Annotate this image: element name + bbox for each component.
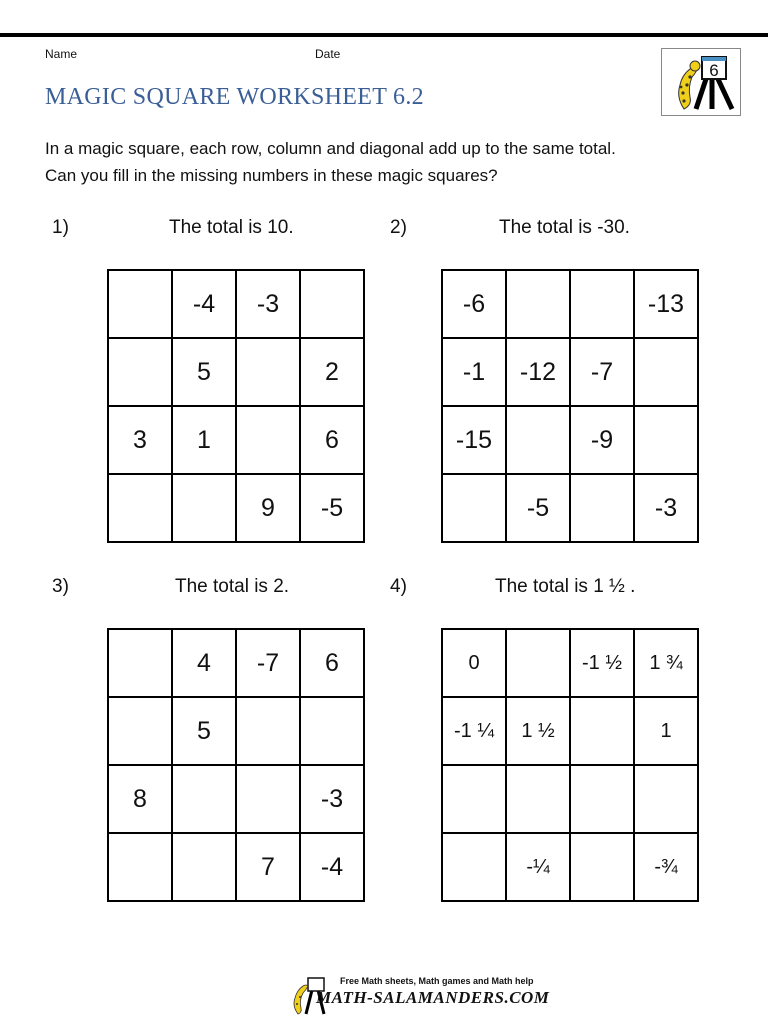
instruction-line-1: In a magic square, each row, column and diagonal add up to the same total. bbox=[45, 139, 616, 158]
magic-square-2 bbox=[441, 269, 699, 543]
grid-cell: -13 bbox=[635, 271, 699, 339]
problem-4-number: 4) bbox=[390, 576, 407, 597]
grid-cell: -15 bbox=[443, 407, 507, 475]
grid-cell[interactable] bbox=[237, 339, 301, 407]
grid-cell: -5 bbox=[507, 475, 571, 543]
problem-1-number: 1) bbox=[52, 217, 69, 238]
grid-cell[interactable] bbox=[109, 698, 173, 766]
grid-cell[interactable] bbox=[571, 271, 635, 339]
grid-cell[interactable] bbox=[571, 475, 635, 543]
grid-cell: 4 bbox=[173, 630, 237, 698]
grid-cell[interactable] bbox=[109, 834, 173, 902]
grid-cell: -¾ bbox=[635, 834, 699, 902]
grid-cell: 6 bbox=[301, 407, 365, 475]
problem-1-total: The total is 10. bbox=[169, 217, 294, 238]
grid-cell: -4 bbox=[301, 834, 365, 902]
magic-square-1 bbox=[107, 269, 365, 543]
grid-cell: 5 bbox=[173, 698, 237, 766]
grid-cell[interactable] bbox=[301, 698, 365, 766]
problem-3-number: 3) bbox=[52, 576, 69, 597]
grid-cell[interactable] bbox=[237, 407, 301, 475]
grid-cell: 1 bbox=[635, 698, 699, 766]
page-title: MAGIC SQUARE WORKSHEET 6.2 bbox=[45, 84, 424, 110]
grid-cell: -6 bbox=[443, 271, 507, 339]
grid-cell: 2 bbox=[301, 339, 365, 407]
grid-cell[interactable] bbox=[507, 271, 571, 339]
grid-cell[interactable] bbox=[173, 475, 237, 543]
grid-cell[interactable] bbox=[507, 407, 571, 475]
name-label: Name bbox=[45, 47, 78, 61]
problem-2-total: The total is -30. bbox=[499, 217, 630, 238]
grid-cell: -1 ¼ bbox=[443, 698, 507, 766]
grid-cell: -1 bbox=[443, 339, 507, 407]
magic-square-4 bbox=[441, 628, 699, 902]
grid-cell[interactable] bbox=[443, 475, 507, 543]
instruction-line-2: Can you fill in the missing numbers in these magic squares? bbox=[45, 166, 498, 185]
grid-cell[interactable] bbox=[635, 407, 699, 475]
grid-cell[interactable] bbox=[237, 698, 301, 766]
grid-cell: -12 bbox=[507, 339, 571, 407]
grid-cell[interactable] bbox=[507, 766, 571, 834]
grid-cell: -3 bbox=[301, 766, 365, 834]
problem-3-total: The total is 2. bbox=[175, 576, 290, 597]
grid-cell: 6 bbox=[301, 630, 365, 698]
grid-cell: 9 bbox=[237, 475, 301, 543]
grid-cell[interactable] bbox=[507, 630, 571, 698]
magic-square-3 bbox=[107, 628, 365, 902]
problem-4-total: The total is 1 ½ . bbox=[495, 576, 636, 597]
grid-cell: -7 bbox=[571, 339, 635, 407]
grid-cell: 8 bbox=[109, 766, 173, 834]
grid-cell: 1 ½ bbox=[507, 698, 571, 766]
grid-cell: 3 bbox=[109, 407, 173, 475]
problem-2-number: 2) bbox=[390, 217, 407, 238]
grid-cell[interactable] bbox=[443, 834, 507, 902]
grid-cell[interactable] bbox=[109, 339, 173, 407]
grid-cell[interactable] bbox=[571, 834, 635, 902]
top-rule bbox=[0, 33, 768, 37]
grid-cell[interactable] bbox=[301, 271, 365, 339]
grid-cell[interactable] bbox=[635, 339, 699, 407]
grid-cell[interactable] bbox=[109, 475, 173, 543]
grid-cell[interactable] bbox=[109, 271, 173, 339]
date-label: Date bbox=[315, 47, 341, 61]
grade-badge: 6 bbox=[709, 61, 719, 80]
grid-cell[interactable] bbox=[173, 766, 237, 834]
grid-cell: 1 bbox=[173, 407, 237, 475]
logo bbox=[661, 48, 741, 116]
grid-cell: -¼ bbox=[507, 834, 571, 902]
grid-cell: 0 bbox=[443, 630, 507, 698]
grid-cell: -3 bbox=[237, 271, 301, 339]
grid-cell: -5 bbox=[301, 475, 365, 543]
grid-cell[interactable] bbox=[571, 766, 635, 834]
instructions bbox=[45, 135, 616, 189]
grid-cell[interactable] bbox=[237, 766, 301, 834]
grid-cell[interactable] bbox=[635, 766, 699, 834]
grid-cell[interactable] bbox=[173, 834, 237, 902]
grid-cell: -3 bbox=[635, 475, 699, 543]
grid-cell[interactable] bbox=[571, 698, 635, 766]
grid-cell: 1 ¾ bbox=[635, 630, 699, 698]
salamander-easel-icon bbox=[662, 49, 740, 115]
grid-cell: -9 bbox=[571, 407, 635, 475]
grid-cell: -1 ½ bbox=[571, 630, 635, 698]
footer-logo bbox=[288, 974, 550, 1016]
grid-cell[interactable] bbox=[109, 630, 173, 698]
grid-cell: -4 bbox=[173, 271, 237, 339]
grid-cell: -7 bbox=[237, 630, 301, 698]
grid-cell: 7 bbox=[237, 834, 301, 902]
grid-cell[interactable] bbox=[443, 766, 507, 834]
footer-brand: MATH-SALAMANDERS.COM bbox=[316, 988, 550, 1007]
footer-tagline: Free Math sheets, Math games and Math help bbox=[340, 976, 534, 986]
grid-cell: 5 bbox=[173, 339, 237, 407]
